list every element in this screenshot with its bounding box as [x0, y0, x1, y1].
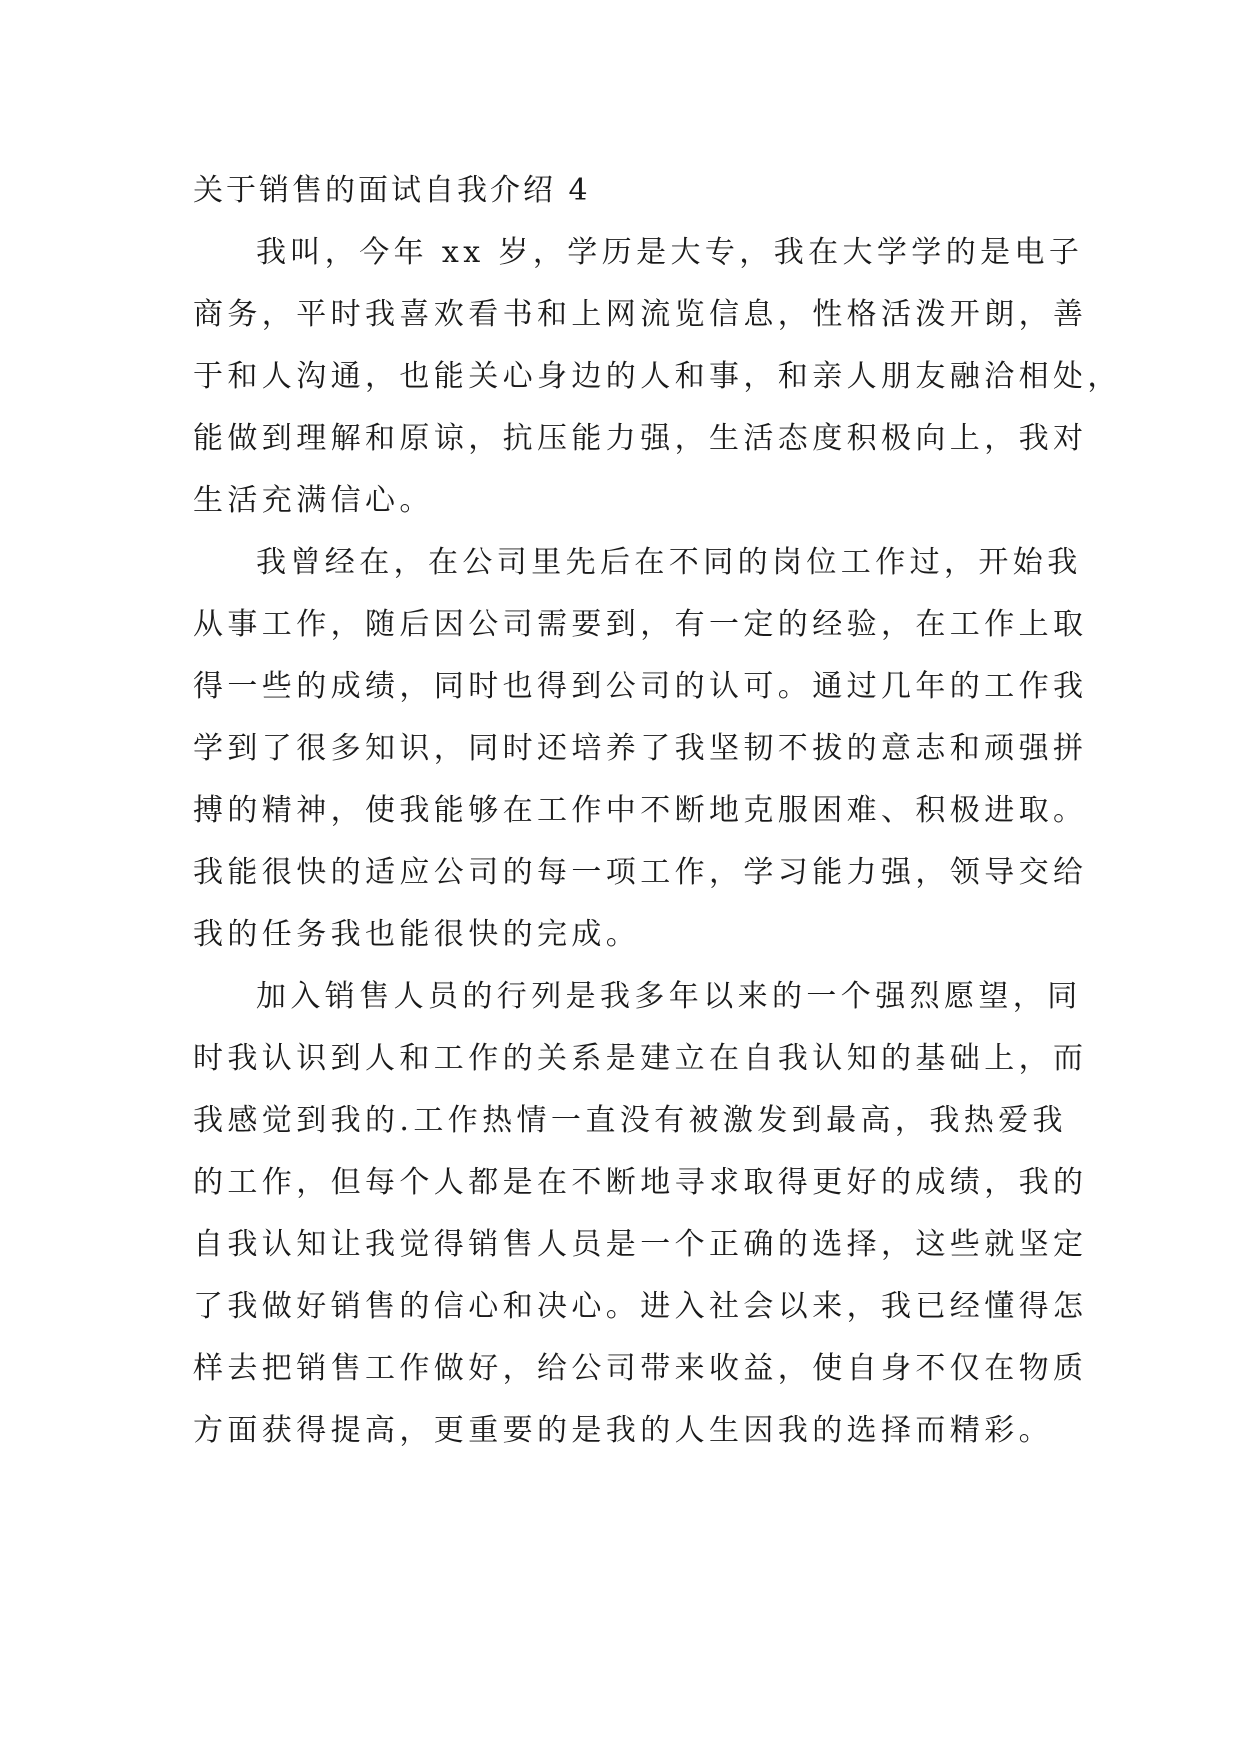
- paragraph-line: 自我认知让我觉得销售人员是一个正确的选择，这些就坚定: [193, 1227, 1088, 1262]
- paragraph-line: 我的任务我也能很快的完成。: [193, 917, 641, 952]
- paragraph-line: 方面获得提高，更重要的是我的人生因我的选择而精彩。: [193, 1413, 1053, 1448]
- document-body: [193, 160, 1122, 1462]
- paragraph-1: [193, 222, 1122, 532]
- paragraph-line: 我感觉到我的.工作热情一直没有被激发到最高，我热爱我: [193, 1103, 1067, 1138]
- paragraph-line: 加入销售人员的行列是我多年以来的一个强烈愿望，同: [256, 979, 1082, 1014]
- paragraph-line: 样去把销售工作做好，给公司带来收益，使自身不仅在物质: [193, 1351, 1088, 1386]
- paragraph-line: 生活充满信心。: [193, 483, 434, 518]
- paragraph-3: [193, 966, 1088, 1462]
- paragraph-line: 我能很快的适应公司的每一项工作，学习能力强，领导交给: [193, 855, 1088, 890]
- paragraph-line: 于和人沟通，也能关心身边的人和事，和亲人朋友融洽相处，: [193, 359, 1122, 394]
- paragraph-line: 我叫，今年 xx 岁，学历是大专，我在大学学的是电子: [256, 235, 1084, 270]
- document-title: 关于销售的面试自我介绍 4: [193, 173, 591, 208]
- paragraph-line: 得一些的成绩，同时也得到公司的认可。通过几年的工作我: [193, 669, 1088, 704]
- paragraph-line: 学到了很多知识，同时还培养了我坚韧不拔的意志和顽强拼: [193, 731, 1088, 766]
- paragraph-line: 时我认识到人和工作的关系是建立在自我认知的基础上，而: [193, 1041, 1088, 1076]
- paragraph-line: 商务，平时我喜欢看书和上网流览信息，性格活泼开朗，善: [193, 297, 1088, 332]
- paragraph-line: 能做到理解和原谅，抗压能力强，生活态度积极向上，我对: [193, 421, 1088, 456]
- paragraph-line: 我曾经在，在公司里先后在不同的岗位工作过，开始我: [256, 545, 1082, 580]
- paragraph-line: 搏的精神，使我能够在工作中不断地克服困难、积极进取。: [193, 793, 1088, 828]
- paragraph-2: [193, 532, 1088, 966]
- paragraph-line: 了我做好销售的信心和决心。进入社会以来，我已经懂得怎: [193, 1289, 1088, 1324]
- paragraph-line: 的工作，但每个人都是在不断地寻求取得更好的成绩，我的: [193, 1165, 1088, 1200]
- paragraph-line: 从事工作，随后因公司需要到，有一定的经验，在工作上取: [193, 607, 1088, 642]
